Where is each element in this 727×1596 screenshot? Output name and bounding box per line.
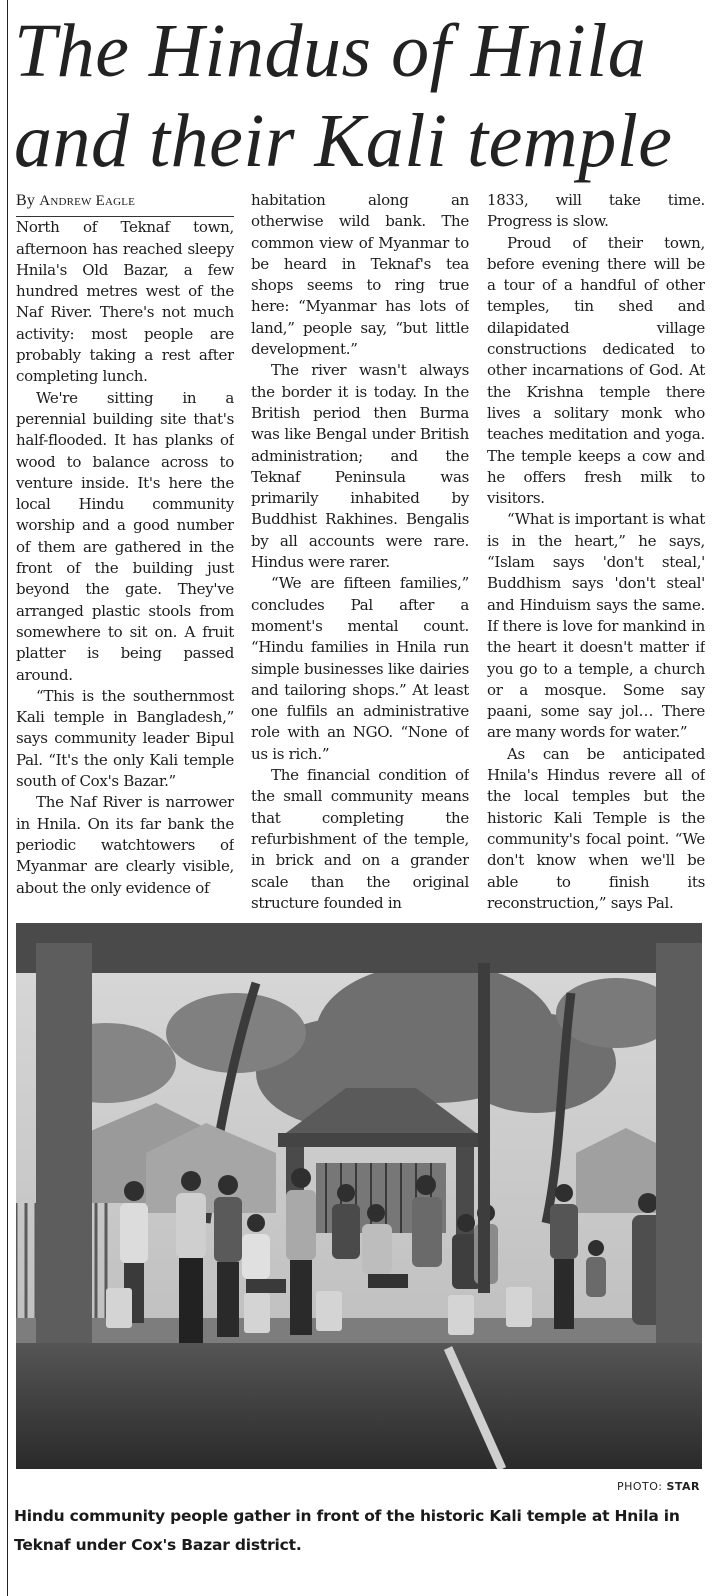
article-paragraph: We're sitting in a perennial building site that's half-flooded. It has planks of wood to balance across to venture inside. It's here the local Hindu community worship and a good number of them are gathered in the front of the building just beyond the gate. They've arranged plastic stools from somewhere to sit on. A fruit platter is being passed around. <box>16 388 234 684</box>
photo-credit-source: STAR <box>666 1480 700 1493</box>
photo-credit-label: PHOTO: <box>616 1480 663 1493</box>
article-paragraph: As can be anticipated Hnila's Hindus revere all of the local temples but the historic Kali Temple is the community's focal point. “We don't know when we'll be able to finish its reconstruction,” says Pal. <box>487 744 705 912</box>
headline <box>14 6 720 186</box>
left-column-rule <box>7 0 8 1596</box>
article-paragraph-continued: 1833, will take time. Progress is slow. <box>487 191 705 231</box>
photo-credit <box>617 1480 700 1493</box>
byline-author: Andrew Eagle <box>39 193 136 209</box>
temple-photo <box>16 923 702 1469</box>
article-paragraph-continued: habitation along an otherwise wild bank. The common view of Myanmar to be heard in Teknaf's tea shops seems to ring true here: “Myanmar has lots of land,” people say, “but little development.” <box>251 191 469 359</box>
photo-mud <box>16 1343 702 1469</box>
article-paragraph: “We are fifteen families,” concludes Pal after a moment's mental count. “Hindu families in Hnila run simple businesses like dairies and tailoring shops.” At least one fulfils an administrative role with an NGO. “None of us is rich.” <box>251 574 469 763</box>
byline-prefix: By <box>16 192 36 209</box>
article-column-1 <box>16 190 234 912</box>
article-paragraph: North of Teknaf town, afternoon has reached sleepy Hnila's Old Bazar, a few hundred metres west of the Naf River. There's not much activity: most people are probably taking a rest after completing lunch. <box>16 218 234 386</box>
article-paragraph: The Naf River is narrower in Hnila. On its far bank the periodic watchtowers of Myanmar are clearly visible, about the only evidence of <box>16 793 234 897</box>
byline <box>16 190 234 217</box>
article-paragraph: The financial condition of the small community means that completing the refurbishment of the temple, in brick and on a grander scale than the original structure founded in <box>251 766 469 912</box>
article-column-3 <box>487 190 705 912</box>
photo-caption: Hindu community people gather in front of the historic Kali temple at Hnila in Teknaf under Cox's Bazar district. <box>14 1507 680 1554</box>
headline-line-2: and their Kali temple <box>14 99 673 183</box>
article-column-2 <box>251 190 469 912</box>
article-paragraph: “What is important is what is in the heart,” he says, “Islam says 'don't steal,' Buddhism says 'don't steal' and Hinduism says the same. If there is love for mankind in the heart it doesn't matter if you go to a temple, a church or a mosque. Some say paani, some say jol… There are many words for water.” <box>487 510 705 742</box>
article-paragraph: The river wasn't always the border it is today. In the British period then Burma was like Bengal under British administration; and the Teknaf Peninsula was primarily inhabited by Buddhist Rakhines. Bengalis by all accounts were rare. Hindus were rarer. <box>251 361 469 572</box>
article-paragraph: “This is the southernmost Kali temple in Bangladesh,” says community leader Bipul Pal. “It's the only Kali temple south of Cox's Bazar.” <box>16 686 234 791</box>
article-paragraph: Proud of their town, before evening there will be a tour of a handful of other temples, tin shed and dilapidated village constructions dedicated to other incarnations of God. At the Krishna temple there lives a solitary monk who teaches meditation and yoga. The temple keeps a cow and he offers fresh milk to visitors. <box>487 233 705 508</box>
headline-line-1: The Hindus of Hnila <box>14 9 647 93</box>
